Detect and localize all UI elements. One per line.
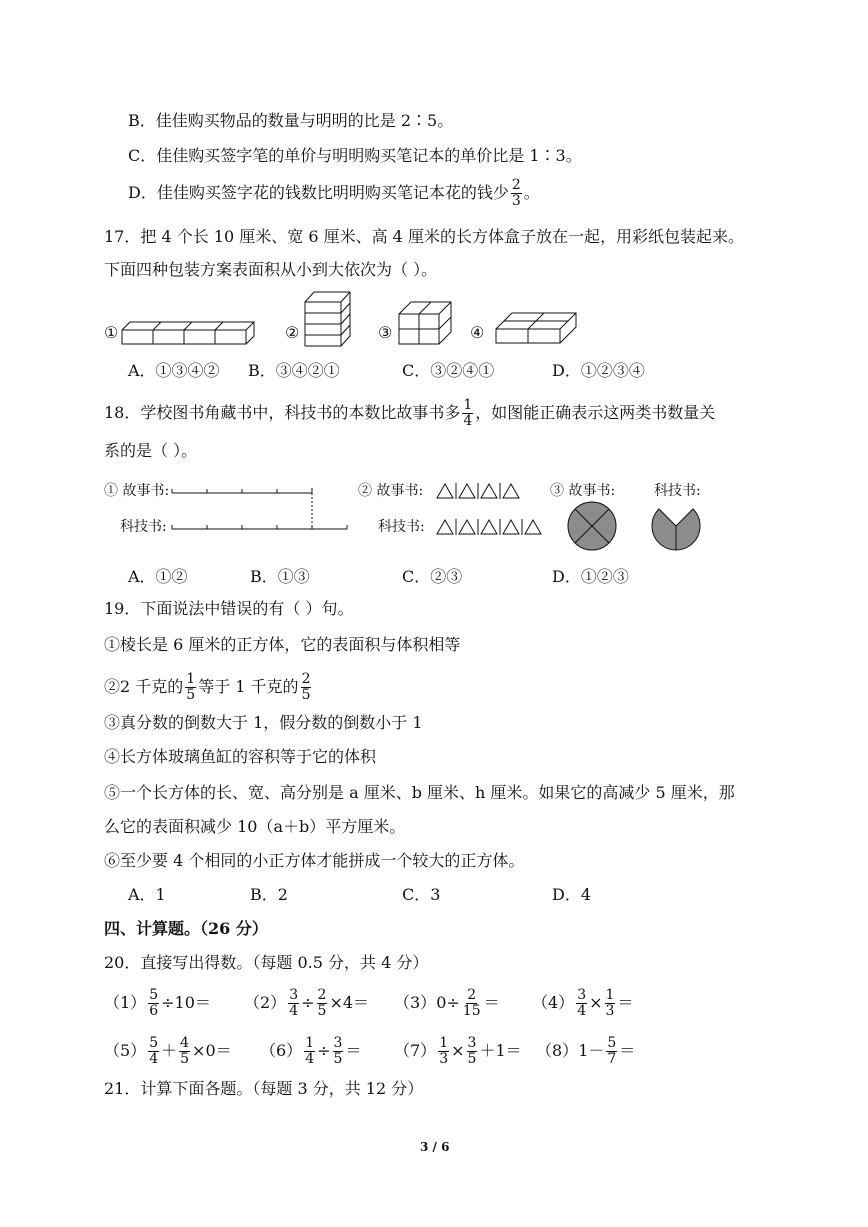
fraction: $\frac{1}{5}$ bbox=[186, 671, 196, 703]
q20-title: 20．直接写出得数。（每题 0.5 分，共 4 分） bbox=[104, 953, 429, 972]
q20-problem-1: （1） $\frac{5}{6}$ ÷10＝ bbox=[104, 987, 211, 1019]
q18-line2: 系的是（ ）。 bbox=[104, 441, 198, 460]
section-heading: 四、计算题。（26 分） bbox=[104, 919, 268, 938]
q17-label-3: ③ bbox=[378, 323, 393, 342]
q18-fig2-tech-triangles bbox=[436, 518, 546, 536]
q16-option-d: D．佳佳购买签字花的钱数比明明购买笔记本花的钱少 $\frac{2}{3}$ 。 bbox=[128, 177, 540, 209]
q19-option-b: B．2 bbox=[250, 885, 288, 904]
q17-option-d: D．①②③④ bbox=[552, 361, 645, 380]
q18-fig1-tech-label: 科技书: bbox=[120, 519, 167, 535]
q16-option-d-text: D．佳佳购买签字花的钱数比明明购买笔记本花的钱少 bbox=[128, 183, 509, 202]
q17-figure-4 bbox=[496, 309, 580, 345]
q18-fig3-story-circle bbox=[566, 500, 618, 552]
fraction: $\frac{3}{4}$ bbox=[577, 987, 587, 1019]
q20-problem-5: （5） $\frac{5}{4}$ ＋ $\frac{4}{5}$ ×0＝ bbox=[104, 1035, 232, 1067]
q18-option-d: D．①②③ bbox=[552, 567, 629, 586]
q18-fig2-tech-label: 科技书: bbox=[378, 519, 425, 535]
fraction: $\frac{1}{4}$ bbox=[305, 1035, 315, 1067]
q17-option-c: C．③②④① bbox=[402, 361, 495, 380]
q17-label-2: ② bbox=[285, 323, 300, 342]
q18-fig1-tech-bar bbox=[172, 520, 352, 532]
fraction: $\frac{4}{5}$ bbox=[180, 1035, 190, 1067]
q19-option-a: A．1 bbox=[128, 885, 166, 904]
q19-statement-4: ④长方体玻璃鱼缸的容积等于它的体积 bbox=[104, 747, 377, 766]
fraction: $\frac{2}{3}$ bbox=[511, 177, 521, 209]
fraction: $\frac{1}{4}$ bbox=[463, 397, 473, 429]
fraction: $\frac{1}{3}$ bbox=[605, 987, 615, 1019]
q20-problem-8: （8）1－ $\frac{5}{7}$ ＝ bbox=[536, 1035, 636, 1067]
fraction: $\frac{2}{5}$ bbox=[317, 987, 327, 1019]
q19-statement-3: ③真分数的倒数大于 1，假分数的倒数小于 1 bbox=[104, 713, 423, 732]
q19-option-d: D．4 bbox=[552, 885, 592, 904]
fraction: $\frac{3}{5}$ bbox=[333, 1035, 343, 1067]
fraction: $\frac{2}{15}$ bbox=[462, 987, 481, 1019]
q17-line1: 17．把 4 个长 10 厘米、宽 6 厘米、高 4 厘米的长方体盒子放在一起，用彩纸包装起来。 bbox=[104, 227, 744, 246]
q19-statement-5b: 么它的表面积减少 10（a＋b）平方厘米。 bbox=[104, 817, 406, 836]
q19-statement-6: ⑥至少要 4 个相同的小正方体才能拼成一个较大的正方体。 bbox=[104, 851, 525, 870]
q18-fig3-tech-label: 科技书: bbox=[654, 483, 701, 499]
q20-problem-7: （7） $\frac{1}{3}$ × $\frac{3}{5}$ ＋1＝ bbox=[394, 1035, 522, 1067]
q20-problem-6: （6） $\frac{1}{4}$ ÷ $\frac{3}{5}$ ＝ bbox=[260, 1035, 362, 1067]
q18-fig3-tech-circle bbox=[650, 500, 702, 552]
q18-option-a: A．①② bbox=[128, 567, 188, 586]
q19-statement-2: ②2 千克的 $\frac{1}{5}$ 等于 1 千克的 $\frac{2}{5}$ bbox=[104, 671, 311, 703]
q18-line1: 18．学校图书角藏书中，科技书的本数比故事书多 $\frac{1}{4}$ ，如图能正确表示这两类书数量关 bbox=[104, 397, 716, 429]
fraction: $\frac{5}{4}$ bbox=[149, 1035, 159, 1067]
q18-option-c: C．②③ bbox=[402, 567, 463, 586]
q17-line2: 下面四种包装方案表面积从小到大依次为（ ）。 bbox=[104, 260, 438, 279]
fraction: $\frac{5}{6}$ bbox=[149, 987, 159, 1019]
q17-option-b: B．③④②① bbox=[248, 361, 340, 380]
q16-option-c: C．佳佳购买签字笔的单价与明明购买笔记本的单价比是 1∶3。 bbox=[128, 146, 582, 165]
q17-figure-3 bbox=[399, 300, 455, 348]
q17-label-1: ① bbox=[104, 323, 119, 342]
page-number: 3 / 6 bbox=[420, 1140, 450, 1154]
q19-statement-1: ①棱长是 6 厘米的正方体，它的表面积与体积相等 bbox=[104, 635, 461, 654]
fraction: $\frac{3}{5}$ bbox=[467, 1035, 477, 1067]
q18-option-b: B．①③ bbox=[250, 567, 310, 586]
fraction: $\frac{1}{3}$ bbox=[439, 1035, 449, 1067]
fraction: $\frac{3}{4}$ bbox=[289, 987, 299, 1019]
q20-problem-3: （3）0÷ $\frac{2}{15}$ ＝ bbox=[394, 987, 500, 1019]
q20-problem-2: （2） $\frac{3}{4}$ ÷ $\frac{2}{5}$ ×4＝ bbox=[244, 987, 370, 1019]
q18-fig2-story-label: ② 故事书: bbox=[358, 483, 424, 499]
q21-title: 21．计算下面各题。（每题 3 分，共 12 分） bbox=[104, 1079, 424, 1098]
q18-fig2-story-triangles bbox=[436, 482, 526, 500]
q18-fig3-story-label: ③ 故事书: bbox=[550, 483, 616, 499]
q17-option-a: A．①③④② bbox=[128, 361, 220, 380]
q19-title: 19．下面说法中错误的有（ ）句。 bbox=[104, 599, 354, 618]
q20-problem-4: （4） $\frac{3}{4}$ × $\frac{1}{3}$ ＝ bbox=[532, 987, 634, 1019]
q19-option-c: C．3 bbox=[402, 885, 441, 904]
fraction: $\frac{2}{5}$ bbox=[301, 671, 311, 703]
q19-statement-5a: ⑤一个长方体的长、宽、高分别是 a 厘米、b 厘米、h 厘米。如果它的高减少 5 厘米，那 bbox=[104, 783, 735, 802]
q16-option-b: B．佳佳购买物品的数量与明明的比是 2∶5。 bbox=[128, 111, 454, 130]
q17-figure-1 bbox=[122, 322, 262, 348]
q17-label-4: ④ bbox=[470, 323, 485, 342]
fraction: $\frac{5}{7}$ bbox=[607, 1035, 617, 1067]
q18-fig1-story-label: ① 故事书: bbox=[104, 483, 170, 499]
q17-figure-2 bbox=[305, 292, 355, 348]
